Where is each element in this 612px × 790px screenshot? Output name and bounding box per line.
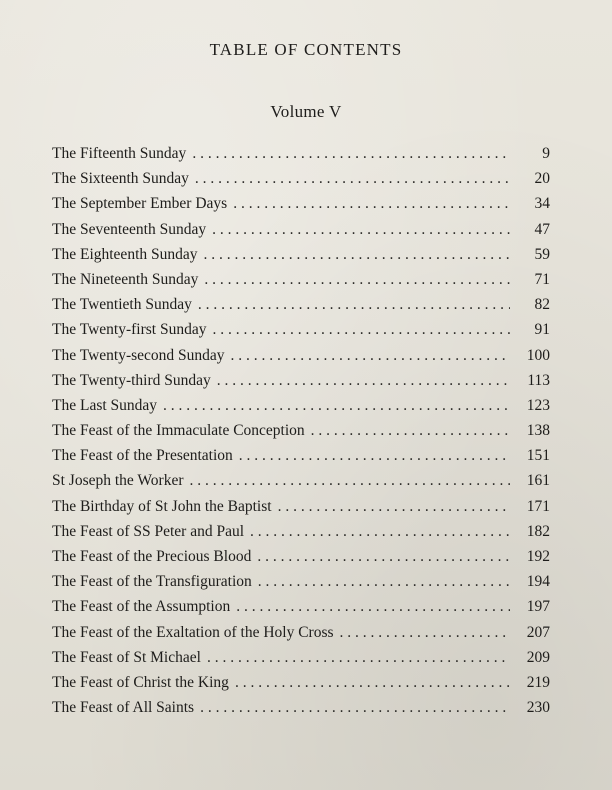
dot-leader [204, 246, 511, 264]
toc-entry-title: The Feast of Christ the King [52, 673, 229, 691]
table-of-contents-list [52, 145, 550, 724]
toc-entry [52, 649, 550, 674]
toc-entry-title: The Feast of the Immaculate Conception [52, 422, 305, 440]
toc-entry-title: The Feast of the Exaltation of the Holy Cross [52, 623, 334, 641]
dot-leader [195, 170, 510, 188]
toc-entry [52, 170, 550, 195]
toc-entry [52, 296, 550, 321]
toc-entry-title: The September Ember Days [52, 195, 228, 213]
toc-entry [52, 271, 550, 296]
dot-leader [192, 145, 510, 163]
toc-entry [52, 598, 550, 623]
toc-entry-title: The Feast of the Assumption [52, 598, 231, 616]
volume-subtitle: Volume V [270, 102, 342, 121]
toc-entry [52, 347, 550, 372]
toc-entry [52, 447, 550, 472]
toc-entry-page-number: 82 [534, 296, 550, 314]
toc-entry [52, 573, 550, 598]
toc-entry-title: The Birthday of St John the Baptist [52, 497, 272, 515]
toc-entry-page-number: 113 [527, 371, 550, 389]
toc-entry [52, 321, 550, 346]
toc-entry-title: The Feast of SS Peter and Paul [52, 522, 245, 540]
dot-leader [163, 397, 510, 415]
toc-entry-page-number: 182 [526, 522, 550, 540]
toc-entry-page-number: 59 [534, 245, 550, 263]
dot-leader [190, 472, 511, 490]
toc-entry-page-number: 138 [526, 422, 550, 440]
toc-entry [52, 699, 550, 724]
dot-leader [278, 498, 510, 516]
toc-entry [52, 221, 550, 246]
toc-entry [52, 472, 550, 497]
dot-leader [217, 372, 510, 390]
toc-entry-page-number: 209 [526, 648, 550, 666]
dot-leader [200, 699, 510, 717]
toc-entry-title: The Sixteenth Sunday [52, 170, 189, 188]
toc-entry-title: The Twenty-third Sunday [52, 371, 211, 389]
dot-leader [233, 195, 510, 213]
toc-entry-title: The Feast of the Presentation [52, 447, 233, 465]
toc-entry [52, 246, 550, 271]
toc-entry-page-number: 230 [526, 699, 550, 717]
toc-entry-page-number: 47 [534, 220, 550, 238]
dot-leader [231, 347, 510, 365]
dot-leader [311, 422, 510, 440]
toc-entry-page-number: 219 [526, 673, 550, 691]
toc-entry-title: The Nineteenth Sunday [52, 270, 199, 288]
toc-entry-page-number: 91 [534, 321, 550, 339]
toc-entry-page-number: 71 [534, 270, 550, 288]
toc-entry-title: The Seventeenth Sunday [52, 220, 207, 238]
toc-entry-page-number: 9 [542, 145, 550, 162]
toc-entry [52, 498, 550, 523]
dot-leader [204, 271, 510, 289]
dot-leader [235, 674, 510, 692]
toc-entry-page-number: 207 [526, 623, 550, 641]
toc-entry-title: The Feast of All Saints [52, 699, 195, 717]
dot-leader [212, 321, 510, 339]
page-title: TABLE OF CONTENTS [209, 40, 403, 59]
toc-entry-title: The Twenty-first Sunday [52, 321, 207, 339]
dot-leader [258, 573, 510, 591]
toc-entry-page-number: 171 [526, 497, 550, 515]
dot-leader [207, 649, 510, 667]
dot-leader [250, 523, 510, 541]
toc-entry [52, 548, 550, 573]
toc-entry [52, 674, 550, 699]
toc-entry-page-number: 197 [526, 598, 550, 616]
toc-entry [52, 523, 550, 548]
toc-entry [52, 372, 550, 397]
toc-entry-title: The Twentieth Sunday [52, 296, 192, 314]
toc-entry-page-number: 34 [534, 195, 550, 213]
toc-entry-title: The Eighteenth Sunday [52, 245, 198, 263]
toc-entry-page-number: 192 [526, 548, 550, 565]
toc-entry [52, 624, 550, 649]
toc-entry-title: St Joseph the Worker [52, 472, 184, 490]
toc-entry-page-number: 194 [526, 573, 550, 591]
toc-entry [52, 145, 550, 170]
dot-leader [239, 447, 510, 465]
toc-entry [52, 195, 550, 220]
toc-entry [52, 422, 550, 447]
dot-leader [340, 624, 510, 642]
dot-leader [257, 548, 510, 566]
dot-leader [212, 221, 510, 239]
toc-entry-title: The Feast of St Michael [52, 648, 201, 666]
toc-entry-title: The Last Sunday [52, 396, 158, 414]
toc-entry-page-number: 100 [526, 346, 550, 364]
toc-entry-page-number: 161 [526, 472, 550, 490]
toc-entry-page-number: 20 [534, 170, 550, 188]
toc-entry [52, 397, 550, 422]
toc-entry-title: The Feast of the Transfiguration [52, 573, 252, 591]
toc-entry-title: The Twenty-second Sunday [52, 346, 225, 364]
dot-leader [198, 296, 510, 314]
toc-entry-title: The Fifteenth Sunday [52, 145, 187, 162]
toc-entry-page-number: 123 [526, 396, 550, 414]
toc-entry-title: The Feast of the Precious Blood [52, 548, 252, 565]
toc-entry-page-number: 151 [526, 447, 550, 465]
dot-leader [236, 598, 510, 616]
